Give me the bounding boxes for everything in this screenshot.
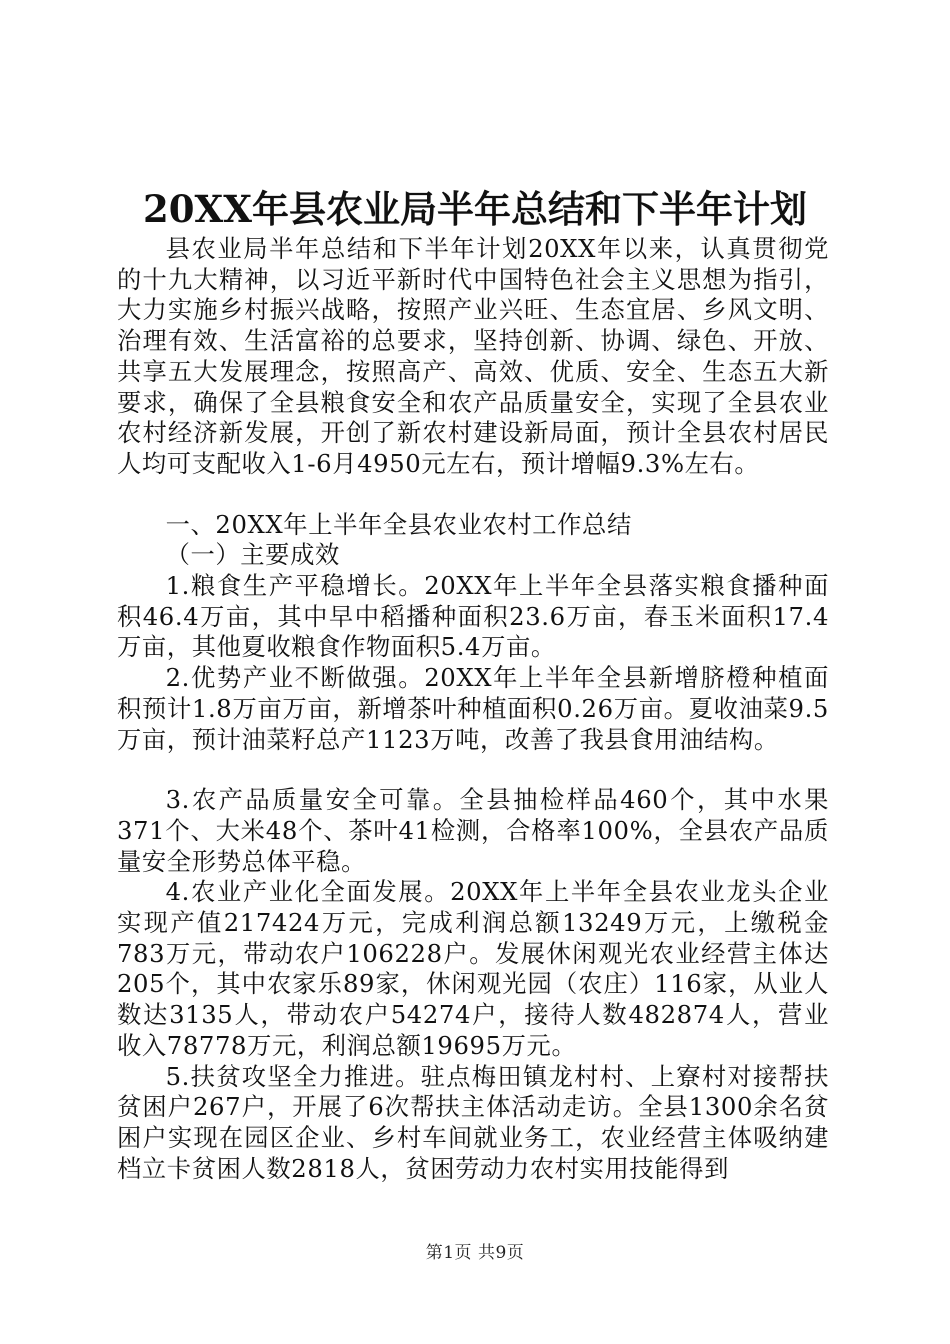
list-item: 5.扶贫攻坚全力推进。驻点梅田镇龙村村、上寮村对接帮扶贫困户267户，开展了6次帮扶主体活动走访。全县1300余名贫困户实现在园区企业、乡村车间就业务工，农业经营主体吸纳建档立卡贫困人数2818人，贫困劳动力农村实用技能得到 [117, 1061, 829, 1183]
page-number-footer: 第1页 共9页 [425, 1243, 525, 1263]
list-item: 4.农业产业化全面发展。20XX年上半年全县农业龙头企业实现产值217424万元，完成利润总额13249万元，上缴税金783万元，带动农户106228户。发展休闲观光农业经营主体达205个，其中农家乐89家，休闲观光园（农庄）116家，从业人数达3135人，带动农户54274户，接待人数482874人，营业收入78778万元，利润总额19695万元。 [117, 877, 829, 1060]
list-item: 3.农产品质量安全可靠。全县抽检样品460个，其中水果371个、大米48个、茶叶41检测，合格率100%，全县农产品质量安全形势总体平稳。 [117, 785, 829, 876]
intro-paragraph: 县农业局半年总结和下半年计划20XX年以来，认真贯彻党的十九大精神，以习近平新时代中国特色社会主义思想为指引，大力实施乡村振兴战略，按照产业兴旺、生态宜居、乡风文明、治理有效、生活富裕的总要求，坚持创新、协调、绿色、开放、共享五大发展理念，按照高产、高效、优质、安全、生态五大新要求，确保了全县粮食安全和农产品质量安全，实现了全县农业农村经济新发展，开创了新农村建设新局面，预计全县农村居民人均可支配收入1-6月4950元左右，预计增幅9.3%左右。 [117, 234, 829, 478]
subsection-heading: （一）主要成效 [165, 540, 340, 570]
section-heading: 一、20XX年上半年全县农业农村工作总结 [165, 509, 632, 539]
list-item: 1.粮食生产平稳增长。20XX年上半年全县落实粮食播种面积46.4万亩，其中早中稻播种面积23.6万亩，春玉米面积17.4万亩，其他夏收粮食作物面积5.4万亩。 [117, 571, 829, 662]
document-body [117, 234, 829, 1184]
page-title: 20XX年县农业局半年总结和下半年计划 [143, 187, 807, 231]
list-item: 2.优势产业不断做强。20XX年上半年全县新增脐橙种植面积预计1.8万亩万亩，新增茶叶种植面积0.26万亩。夏收油菜9.5万亩，预计油菜籽总产1123万吨，改善了我县食用油结构。 [117, 663, 829, 754]
